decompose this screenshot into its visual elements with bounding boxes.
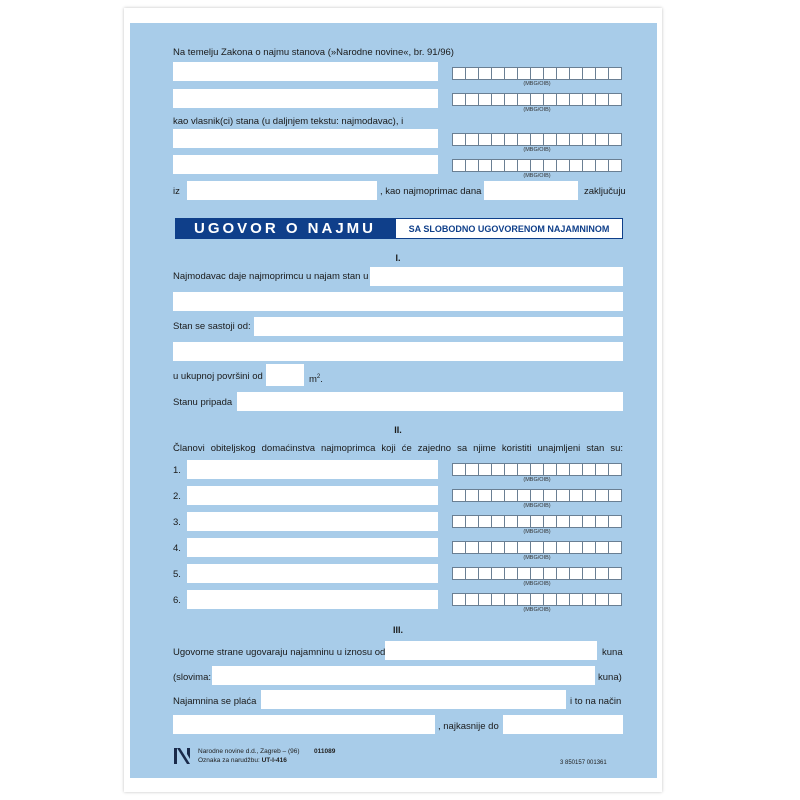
member-row-number: 6. <box>173 595 181 606</box>
member-mbg-box-2[interactable] <box>452 489 622 502</box>
area-unit <box>309 371 323 386</box>
tenant-address-field[interactable] <box>187 181 377 200</box>
mbg-digit-cell[interactable] <box>453 94 466 105</box>
mbg-label: (MBG/OIB) <box>523 607 551 613</box>
mbg-digit-cell[interactable] <box>583 490 596 501</box>
mbg-label: (MBG/OIB) <box>523 81 551 87</box>
tenant-name-field-1[interactable] <box>173 129 438 148</box>
mbg-digit-cell[interactable] <box>557 542 570 553</box>
barcode-number: 3 850157 001361 <box>560 760 607 766</box>
mbg-digit-cell[interactable] <box>596 594 609 605</box>
mbg-digit-cell[interactable] <box>505 68 518 79</box>
mbg-digit-cell[interactable] <box>609 594 621 605</box>
member-row-number: 1. <box>173 465 181 476</box>
mbg-digit-cell[interactable] <box>544 160 557 171</box>
mbg-digit-cell[interactable] <box>544 134 557 145</box>
mbg-digit-cell[interactable] <box>505 594 518 605</box>
mbg-digit-cell[interactable] <box>531 594 544 605</box>
mbg-digit-cell[interactable] <box>479 464 492 475</box>
member-row-number: 5. <box>173 569 181 580</box>
mbg-digit-cell[interactable] <box>492 516 505 527</box>
mbg-digit-cell[interactable] <box>466 594 479 605</box>
section-2-numeral: II. <box>394 425 402 435</box>
member-row-number: 2. <box>173 491 181 502</box>
mbg-digit-cell[interactable] <box>518 160 531 171</box>
mbg-digit-cell[interactable] <box>492 490 505 501</box>
mbg-digit-cell[interactable] <box>531 464 544 475</box>
mbg-digit-cell[interactable] <box>518 490 531 501</box>
mbg-digit-cell[interactable] <box>544 568 557 579</box>
tenant-text: , kao najmoprimac dana <box>380 186 482 197</box>
mbg-digit-cell[interactable] <box>505 516 518 527</box>
mbg-digit-cell[interactable] <box>492 160 505 171</box>
kuna-label-1: kuna <box>602 647 623 658</box>
mbg-digit-cell[interactable] <box>557 490 570 501</box>
area-unit-sup: 2 <box>316 374 321 380</box>
mbg-digit-cell[interactable] <box>557 516 570 527</box>
words-label: (slovima: <box>173 672 212 683</box>
mbg-digit-cell[interactable] <box>609 94 621 105</box>
mbg-digit-cell[interactable] <box>453 594 466 605</box>
mbg-digit-cell[interactable] <box>570 490 583 501</box>
mbg-digit-cell[interactable] <box>570 134 583 145</box>
mbg-digit-cell[interactable] <box>505 134 518 145</box>
landlord-name-field-1[interactable] <box>173 62 438 81</box>
mbg-digit-cell[interactable] <box>479 160 492 171</box>
publisher-text: Narodne novine d.d., Zagreb – (96) <box>198 748 300 755</box>
mbg-label: (MBG/OIB) <box>523 477 551 483</box>
kuna-label-2: kuna) <box>598 672 622 683</box>
mbg-digit-cell[interactable] <box>453 464 466 475</box>
mbg-digit-cell[interactable] <box>544 516 557 527</box>
member-mbg-box-4[interactable] <box>452 541 622 554</box>
mbg-digit-cell[interactable] <box>596 568 609 579</box>
mbg-digit-cell[interactable] <box>570 68 583 79</box>
area-unit-text: m <box>309 374 317 386</box>
rent-amount-field[interactable] <box>385 641 597 660</box>
mbg-digit-cell[interactable] <box>531 94 544 105</box>
mbg-digit-cell[interactable] <box>453 160 466 171</box>
mbg-digit-cell[interactable] <box>466 94 479 105</box>
mbg-digit-cell[interactable] <box>570 94 583 105</box>
mbg-digit-cell[interactable] <box>466 568 479 579</box>
from-label: iz <box>173 186 180 197</box>
latest-text: , najkasnije do <box>438 721 499 732</box>
mbg-digit-cell[interactable] <box>492 134 505 145</box>
rent-text: Ugovorne strane ugovaraju najamninu u iznosu od <box>173 647 386 658</box>
area-unit-dot: . <box>320 374 323 386</box>
mbg-digit-cell[interactable] <box>518 542 531 553</box>
mbg-digit-cell[interactable] <box>531 490 544 501</box>
member-mbg-box-3[interactable] <box>452 515 622 528</box>
mbg-digit-cell[interactable] <box>518 516 531 527</box>
apartment-rooms-field-2[interactable] <box>173 342 623 361</box>
mbg-label: (MBG/OIB) <box>523 147 551 153</box>
mbg-digit-cell[interactable] <box>531 160 544 171</box>
mbg-digit-cell[interactable] <box>544 594 557 605</box>
mbg-digit-cell[interactable] <box>531 542 544 553</box>
mbg-digit-cell[interactable] <box>531 516 544 527</box>
mbg-digit-cell[interactable] <box>583 542 596 553</box>
member-mbg-box-5[interactable] <box>452 567 622 580</box>
mbg-box-1[interactable] <box>452 67 622 80</box>
mbg-digit-cell[interactable] <box>453 68 466 79</box>
members-text: Članovi obiteljskog domaćinstva najmoprimca koji će zajedno sa njime koristiti unajmljeni stan su: <box>173 443 623 454</box>
mbg-digit-cell[interactable] <box>596 490 609 501</box>
mbg-digit-cell[interactable] <box>479 94 492 105</box>
mbg-digit-cell[interactable] <box>453 490 466 501</box>
appurtenance-field[interactable] <box>237 392 623 411</box>
mbg-digit-cell[interactable] <box>557 568 570 579</box>
mbg-digit-cell[interactable] <box>596 516 609 527</box>
mbg-digit-cell[interactable] <box>518 464 531 475</box>
mbg-digit-cell[interactable] <box>518 594 531 605</box>
mbg-digit-cell[interactable] <box>609 68 621 79</box>
mbg-digit-cell[interactable] <box>531 568 544 579</box>
manner-text: i to na način <box>570 696 622 707</box>
mbg-label: (MBG/OIB) <box>523 503 551 509</box>
mbg-digit-cell[interactable] <box>518 568 531 579</box>
mbg-digit-cell[interactable] <box>557 134 570 145</box>
serial-number: 011089 <box>314 748 336 755</box>
mbg-digit-cell[interactable] <box>596 94 609 105</box>
mbg-digit-cell[interactable] <box>583 516 596 527</box>
apartment-location-field-2[interactable] <box>173 292 623 311</box>
mbg-digit-cell[interactable] <box>557 68 570 79</box>
member-mbg-box-6[interactable] <box>452 593 622 606</box>
mbg-digit-cell[interactable] <box>453 134 466 145</box>
deadline-field[interactable] <box>503 715 623 734</box>
consists-text: Stan se sastoji od: <box>173 321 251 332</box>
intro-text: Na temelju Zakona o najmu stanova (»Narodne novine«, br. 91/96) <box>173 47 454 58</box>
date-field[interactable] <box>484 181 578 200</box>
mbg-box-2[interactable] <box>452 93 622 106</box>
landlord-name-field-2[interactable] <box>173 89 438 108</box>
mbg-digit-cell[interactable] <box>531 68 544 79</box>
mbg-digit-cell[interactable] <box>518 134 531 145</box>
mbg-digit-cell[interactable] <box>544 94 557 105</box>
mbg-digit-cell[interactable] <box>466 516 479 527</box>
landlord-text: kao vlasnik(ci) stana (u daljnjem tekstu: najmodavac), i <box>173 116 404 127</box>
paid-text: Najamnina se plaća <box>173 696 257 707</box>
barcode <box>561 745 623 759</box>
mbg-digit-cell[interactable] <box>583 134 596 145</box>
mbg-digit-cell[interactable] <box>492 68 505 79</box>
mbg-digit-cell[interactable] <box>505 94 518 105</box>
mbg-digit-cell[interactable] <box>596 464 609 475</box>
mbg-digit-cell[interactable] <box>557 594 570 605</box>
mbg-digit-cell[interactable] <box>583 568 596 579</box>
mbg-digit-cell[interactable] <box>505 542 518 553</box>
mbg-digit-cell[interactable] <box>492 94 505 105</box>
narodne-novine-logo-icon <box>173 747 191 765</box>
mbg-digit-cell[interactable] <box>609 490 621 501</box>
mbg-label: (MBG/OIB) <box>523 529 551 535</box>
mbg-digit-cell[interactable] <box>596 68 609 79</box>
mbg-digit-cell[interactable] <box>453 568 466 579</box>
mbg-digit-cell[interactable] <box>544 542 557 553</box>
mbg-digit-cell[interactable] <box>479 134 492 145</box>
mbg-digit-cell[interactable] <box>583 94 596 105</box>
area-field[interactable] <box>266 364 304 386</box>
mbg-label: (MBG/OIB) <box>523 107 551 113</box>
mbg-digit-cell[interactable] <box>453 516 466 527</box>
mbg-digit-cell[interactable] <box>466 464 479 475</box>
order-label <box>198 757 287 765</box>
member-name-field-2[interactable] <box>187 486 438 505</box>
mbg-digit-cell[interactable] <box>570 594 583 605</box>
mbg-digit-cell[interactable] <box>466 134 479 145</box>
member-row-number: 4. <box>173 543 181 554</box>
mbg-label: (MBG/OIB) <box>523 555 551 561</box>
contract-title: UGOVOR O NAJMU <box>175 218 395 239</box>
mbg-digit-cell[interactable] <box>505 568 518 579</box>
member-mbg-box-1[interactable] <box>452 463 622 476</box>
mbg-digit-cell[interactable] <box>518 68 531 79</box>
mbg-digit-cell[interactable] <box>479 490 492 501</box>
mbg-digit-cell[interactable] <box>570 464 583 475</box>
mbg-digit-cell[interactable] <box>466 490 479 501</box>
mbg-label: (MBG/OIB) <box>523 173 551 179</box>
member-name-field-4[interactable] <box>187 538 438 557</box>
mbg-digit-cell[interactable] <box>544 464 557 475</box>
mbg-digit-cell[interactable] <box>557 464 570 475</box>
mbg-digit-cell[interactable] <box>609 160 621 171</box>
mbg-digit-cell[interactable] <box>609 568 621 579</box>
mbg-digit-cell[interactable] <box>596 160 609 171</box>
tenant-name-field-2[interactable] <box>173 155 438 174</box>
mbg-digit-cell[interactable] <box>557 160 570 171</box>
mbg-digit-cell[interactable] <box>479 568 492 579</box>
mbg-digit-cell[interactable] <box>557 94 570 105</box>
mbg-digit-cell[interactable] <box>531 134 544 145</box>
mbg-digit-cell[interactable] <box>479 516 492 527</box>
mbg-digit-cell[interactable] <box>596 542 609 553</box>
section-1-numeral: I. <box>395 253 401 263</box>
member-name-field-1[interactable] <box>187 460 438 479</box>
mbg-digit-cell[interactable] <box>583 160 596 171</box>
payment-manner-field[interactable] <box>173 715 435 734</box>
member-name-field-5[interactable] <box>187 564 438 583</box>
mbg-label: (MBG/OIB) <box>523 581 551 587</box>
section-3-numeral: III. <box>392 625 403 635</box>
mbg-digit-cell[interactable] <box>583 594 596 605</box>
mbg-digit-cell[interactable] <box>609 464 621 475</box>
mbg-digit-cell[interactable] <box>492 464 505 475</box>
contract-subtitle: SA SLOBODNO UGOVORENOM NAJAMNINOM <box>395 218 623 239</box>
mbg-digit-cell[interactable] <box>570 160 583 171</box>
mbg-digit-cell[interactable] <box>570 542 583 553</box>
mbg-digit-cell[interactable] <box>544 68 557 79</box>
mbg-digit-cell[interactable] <box>596 134 609 145</box>
mbg-digit-cell[interactable] <box>583 464 596 475</box>
mbg-digit-cell[interactable] <box>570 568 583 579</box>
mbg-digit-cell[interactable] <box>609 134 621 145</box>
mbg-digit-cell[interactable] <box>609 542 621 553</box>
mbg-digit-cell[interactable] <box>492 568 505 579</box>
mbg-digit-cell[interactable] <box>466 542 479 553</box>
rent-words-field[interactable] <box>212 666 595 685</box>
order-code: UT-I-416 <box>261 757 287 764</box>
mbg-digit-cell[interactable] <box>505 160 518 171</box>
mbg-digit-cell[interactable] <box>479 68 492 79</box>
area-text: u ukupnoj površini od <box>173 371 263 382</box>
mbg-box-4[interactable] <box>452 159 622 172</box>
mbg-digit-cell[interactable] <box>583 68 596 79</box>
mbg-digit-cell[interactable] <box>609 516 621 527</box>
mbg-digit-cell[interactable] <box>505 464 518 475</box>
conclude-text: zaključuju <box>584 186 626 197</box>
member-name-field-6[interactable] <box>187 590 438 609</box>
gives-text: Najmodavac daje najmoprimcu u najam stan u <box>173 271 369 282</box>
mbg-digit-cell[interactable] <box>479 594 492 605</box>
mbg-digit-cell[interactable] <box>518 94 531 105</box>
mbg-digit-cell[interactable] <box>505 490 518 501</box>
member-name-field-3[interactable] <box>187 512 438 531</box>
mbg-digit-cell[interactable] <box>544 490 557 501</box>
mbg-digit-cell[interactable] <box>466 68 479 79</box>
apartment-rooms-field[interactable] <box>254 317 623 336</box>
mbg-digit-cell[interactable] <box>492 594 505 605</box>
mbg-box-3[interactable] <box>452 133 622 146</box>
belongs-text: Stanu pripada <box>173 397 233 408</box>
mbg-digit-cell[interactable] <box>492 542 505 553</box>
mbg-digit-cell[interactable] <box>570 516 583 527</box>
mbg-digit-cell[interactable] <box>453 542 466 553</box>
apartment-location-field[interactable] <box>370 267 623 286</box>
mbg-digit-cell[interactable] <box>479 542 492 553</box>
member-row-number: 3. <box>173 517 181 528</box>
payment-field[interactable] <box>261 690 566 709</box>
order-label-text: Oznaka za narudžbu: <box>198 757 260 764</box>
mbg-digit-cell[interactable] <box>466 160 479 171</box>
